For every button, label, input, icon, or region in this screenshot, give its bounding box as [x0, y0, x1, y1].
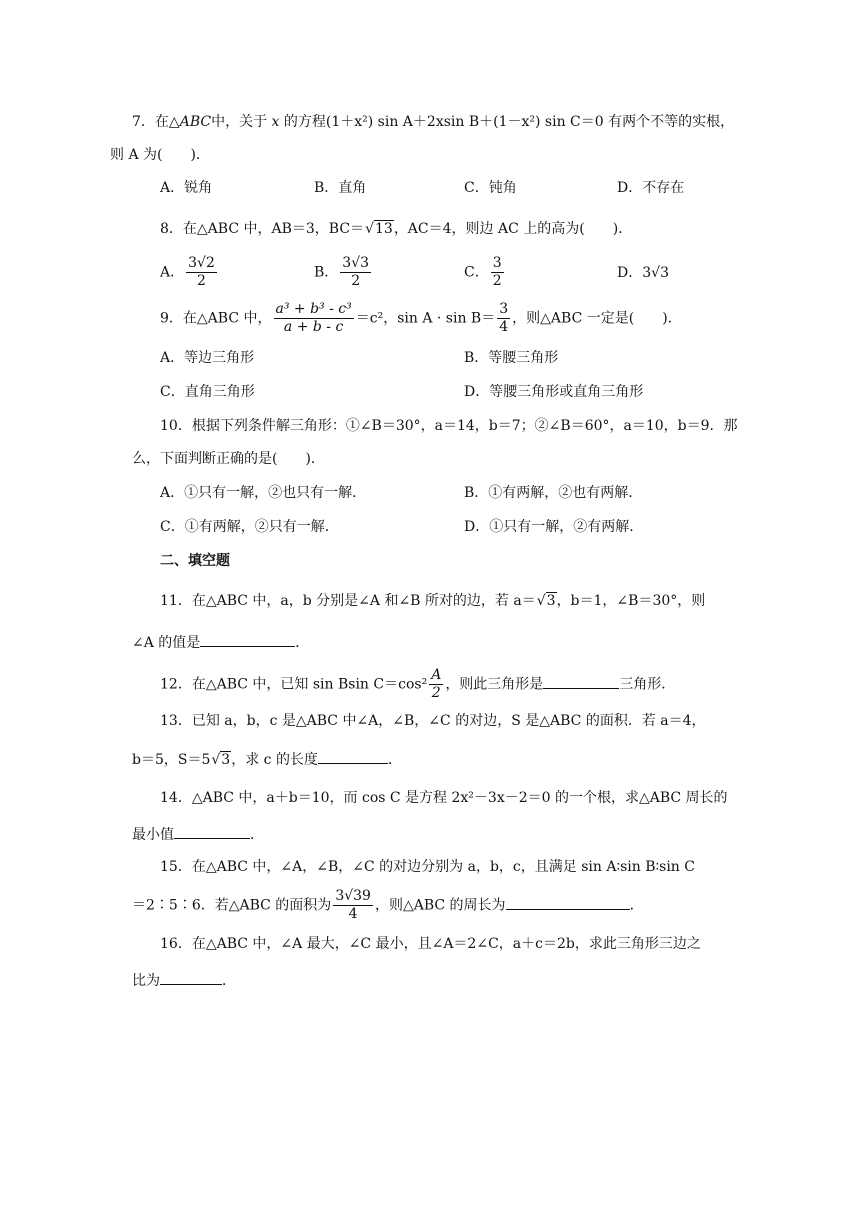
q12-frac-num: A: [431, 667, 442, 683]
q15-frac-num: 3√39: [335, 888, 371, 904]
q8-opt-b-num: 3√3: [342, 255, 370, 271]
q9-frac-num: a³ + b³ - c³: [275, 301, 352, 317]
q8-opt-d-value: 3√3: [642, 265, 669, 281]
q8-opt-c-den: 2: [492, 273, 502, 289]
q11-text-b: ，b＝1，∠B＝30°，则: [556, 593, 706, 609]
q8-opt-c-label: C．: [464, 264, 489, 281]
q13-answer-blank[interactable]: [318, 749, 388, 764]
q10-option-b: B．①有两解，②也有两解．: [464, 485, 643, 501]
q12-text3: 三角形．: [619, 676, 676, 693]
q8-text: 8．在△ABC 中，AB＝3，BC＝: [160, 221, 365, 237]
q10-option-d: D．①只有一解，②有两解．: [464, 519, 644, 535]
q16-line1: 16．在△ABC 中，∠A 最大，∠C 最小，且∠A＝2∠C，a＋c＝2b，求此三角形三边之: [160, 936, 701, 952]
q14-answer-blank[interactable]: [174, 824, 250, 839]
q13-text-a: b＝5，S＝5: [132, 752, 211, 768]
q14-text-line2: 最小值: [132, 827, 174, 843]
q9-option-b: B．等腰三角形: [464, 350, 559, 366]
q11-text-line2: ∠A 的值是: [132, 635, 201, 651]
q8-opt-b-label: B．: [314, 264, 339, 281]
q8-option-d: [617, 263, 669, 283]
q12-text2: ，则此三角形是: [445, 676, 544, 693]
q10-option-c: C．①有两解，②只有一解．: [160, 519, 339, 535]
q15-answer-blank[interactable]: [506, 895, 630, 910]
q8-option-b: [314, 255, 373, 290]
q15-frac: [333, 888, 373, 923]
q8-sqrt-value: 13: [374, 221, 393, 237]
q12-frac: [429, 667, 443, 702]
q8-sqrt: √13: [365, 221, 393, 237]
q8-option-a: [160, 255, 219, 290]
q7-text-a: 在△: [154, 114, 180, 130]
q7-option-c: C．钝角: [464, 180, 517, 196]
q9-text3: ，则△ABC 一定是( )．: [512, 310, 682, 327]
q13-sqrt: √3: [211, 752, 231, 768]
q8-opt-c-num: 3: [492, 255, 502, 271]
q7-text-b: 中，关于: [211, 114, 272, 130]
q7-abc: ABC: [179, 114, 212, 130]
q11-answer-blank[interactable]: [200, 632, 295, 647]
q9-text2: ＝c²，sin A · sin B＝: [355, 310, 496, 327]
q7-line2: 则 A 为( )．: [110, 147, 210, 163]
q8-opt-c-frac: [491, 255, 504, 290]
q11-line1: [160, 591, 705, 611]
q13-line2: [132, 749, 402, 770]
q7-option-a: A．锐角: [160, 180, 213, 196]
q12-answer-blank[interactable]: [543, 674, 619, 689]
q8-opt-a-label: A．: [160, 264, 185, 281]
q7-option-d: D．不存在: [617, 180, 685, 196]
q8-text2: ，AC＝4，则边 AC 上的高为( )．: [393, 221, 633, 237]
q9-option-c: C．直角三角形: [160, 384, 255, 400]
q15-text-a: ＝2∶5∶6．若△ABC 的面积为: [132, 897, 332, 914]
q10-line1: 10．根据下列条件解三角形：①∠B＝30°，a＝14，b＝7；②∠B＝60°，a＝10，b＝9．那: [160, 418, 738, 434]
q15-end: ．: [629, 897, 644, 914]
q8-opt-a-num: 3√2: [188, 255, 215, 271]
q16-text-line2: 比为: [132, 973, 160, 989]
q15-line2: [132, 888, 644, 923]
q10-line2: 么，下面判断正确的是( )．: [132, 451, 325, 467]
q16-answer-blank[interactable]: [160, 970, 222, 985]
q11-text-a: 11．在△ABC 中，a，b 分别是∠A 和∠B 所对的边，若 a＝: [160, 593, 536, 609]
q12-line: [160, 667, 675, 702]
q15-text-b: ，则△ABC 的周长为: [374, 897, 506, 914]
q12-text: 12．在△ABC 中，已知 sin Bsin C＝cos²: [160, 676, 428, 693]
q9-frac2-den: 4: [499, 319, 509, 335]
q7-line1: [132, 112, 734, 132]
q15-line1: 15．在△ABC 中，∠A，∠B，∠C 的对边分别为 a，b，c，且满足 sin A∶sin B∶sin C: [160, 859, 695, 875]
q8-opt-a-den: 2: [197, 273, 206, 289]
q9-frac: [274, 301, 354, 336]
q14-end: ．: [250, 827, 264, 843]
q7-number: 7．: [132, 114, 155, 130]
q9-frac2-num: 3: [499, 301, 509, 317]
q8-opt-a-frac: [186, 255, 217, 290]
q9-frac-den: a + b - c: [283, 319, 344, 335]
q8-opt-b-den: 2: [351, 273, 361, 289]
q11-sqrt: √3: [536, 593, 556, 609]
q9-option-a: A．等边三角形: [160, 350, 255, 366]
q8-option-c: [464, 255, 506, 290]
q7-x: x: [271, 114, 280, 130]
q16-end: ．: [222, 973, 236, 989]
q16-line2: [132, 970, 236, 991]
q9-option-d: D．等腰三角形或直角三角形: [464, 384, 644, 400]
q13-end: ．: [387, 752, 402, 768]
section-heading-fill-blank: 二、填空题: [160, 553, 230, 569]
q14-line1: 14．△ABC 中，a＋b＝10，而 cos C 是方程 2x²－3x－2＝0 的一个根，求△ABC 周长的: [160, 790, 728, 806]
q9-stem: [160, 301, 682, 336]
q8-opt-d-label: D．: [617, 265, 643, 281]
q8-stem: [160, 219, 632, 239]
q13-line1: 13．已知 a，b，c 是△ABC 中∠A，∠B，∠C 的对边，S 是△ABC 的面积．若 a＝4，: [160, 713, 706, 729]
q11-line2: [132, 632, 309, 653]
q11-end: ．: [295, 635, 310, 651]
q9-frac2: [497, 301, 510, 336]
q15-frac-den: 4: [348, 906, 358, 922]
q14-line2: [132, 824, 264, 845]
q7-text-c: 的方程(1＋x²) sin A＋2xsin B＋(1－x²) sin C＝0 有两个不等的实根，: [279, 114, 735, 130]
q11-sqrt-value: 3: [546, 593, 556, 609]
q13-text-b: ，求 c 的长度: [231, 752, 318, 768]
q7-option-b: B．直角: [314, 180, 367, 196]
q12-frac-den: 2: [431, 685, 441, 701]
q13-sqrt-value: 3: [221, 752, 231, 768]
q8-opt-b-frac: [340, 255, 371, 290]
q10-option-a: A．①只有一解，②也只有一解．: [160, 485, 367, 501]
q9-text: 9．在△ABC 中，: [160, 310, 272, 327]
